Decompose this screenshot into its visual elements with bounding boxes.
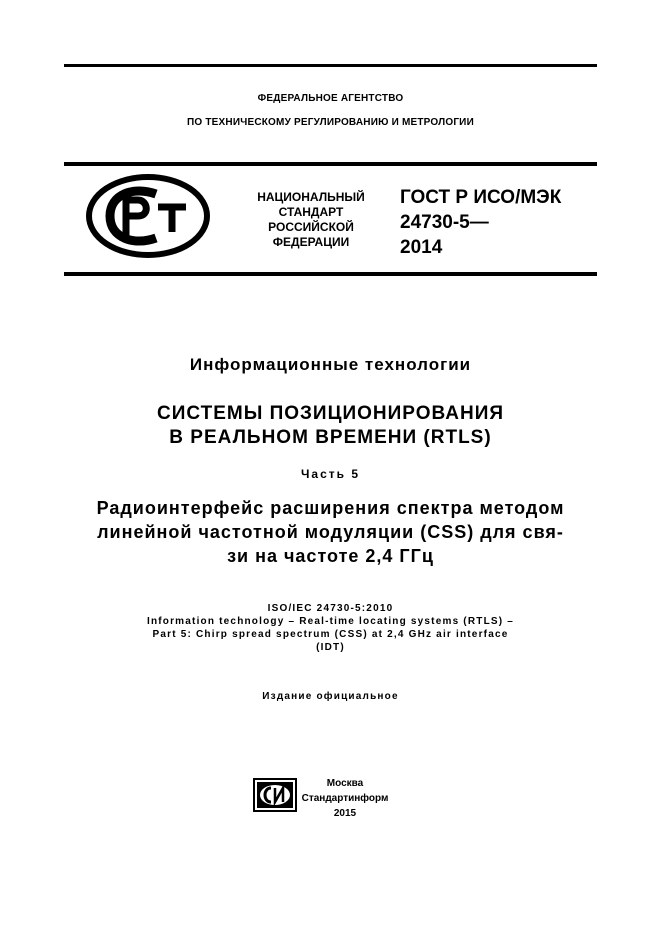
- publisher-line: Стандартинформ: [301, 793, 389, 804]
- agency-line-1: ФЕДЕРАЛЬНОЕ АГЕНТСТВО: [257, 93, 404, 104]
- standard-number-line: ГОСТ Р ИСО/МЭК: [400, 187, 562, 208]
- header-rule-bottom: [64, 272, 597, 276]
- iso-reference: [0, 602, 661, 654]
- standard-label-line: НАЦИОНАЛЬНЫЙ: [257, 190, 365, 204]
- agency-line-2: ПО ТЕХНИЧЕСКОМУ РЕГУЛИРОВАНИЮ И МЕТРОЛОГИИ: [187, 117, 474, 128]
- subtitle-line: Радиоинтерфейс расширения спектра методом: [96, 498, 565, 518]
- standard-number-line: 24730-5—: [400, 212, 489, 233]
- iso-line: Information technology – Real-time locating systems (RTLS) –: [146, 616, 515, 627]
- iso-line: Part 5: Chirp spread spectrum (CSS) at 2,4 GHz air interface: [152, 629, 509, 640]
- iso-line: (IDT): [316, 642, 345, 653]
- title-line: СИСТЕМЫ ПОЗИЦИОНИРОВАНИЯ: [156, 403, 505, 424]
- subtitle-line: зи на частоте 2,4 ГГц: [227, 546, 434, 566]
- national-standard-label: [240, 190, 382, 250]
- edition-label: Издание официальное: [262, 691, 399, 702]
- document-title: [0, 402, 661, 450]
- publisher-info: [300, 776, 390, 821]
- top-rule: [64, 64, 597, 67]
- document-part: Часть 5: [300, 467, 361, 481]
- iso-line: ISO/IEC 24730-5:2010: [267, 603, 394, 614]
- standard-label-line: РОССИЙСКОЙ: [268, 220, 354, 234]
- standard-label-line: ФЕДЕРАЦИИ: [272, 235, 350, 249]
- standard-number: [400, 185, 561, 260]
- standard-label-line: СТАНДАРТ: [278, 205, 344, 219]
- rst-logo-icon: [86, 174, 210, 258]
- title-line: В РЕАЛЬНОМ ВРЕМЕНИ (RTLS): [169, 427, 492, 448]
- standard-number-line: 2014: [400, 237, 443, 258]
- document-subject: Информационные технологии: [189, 355, 472, 374]
- publisher-line: Москва: [326, 778, 364, 789]
- publisher-line: 2015: [333, 808, 357, 819]
- header-rule-top: [64, 162, 597, 166]
- subtitle-line: линейной частотной модуляции (CSS) для свя-: [97, 522, 564, 542]
- document-subtitle: [0, 496, 661, 568]
- standartinform-logo-icon: [253, 778, 297, 812]
